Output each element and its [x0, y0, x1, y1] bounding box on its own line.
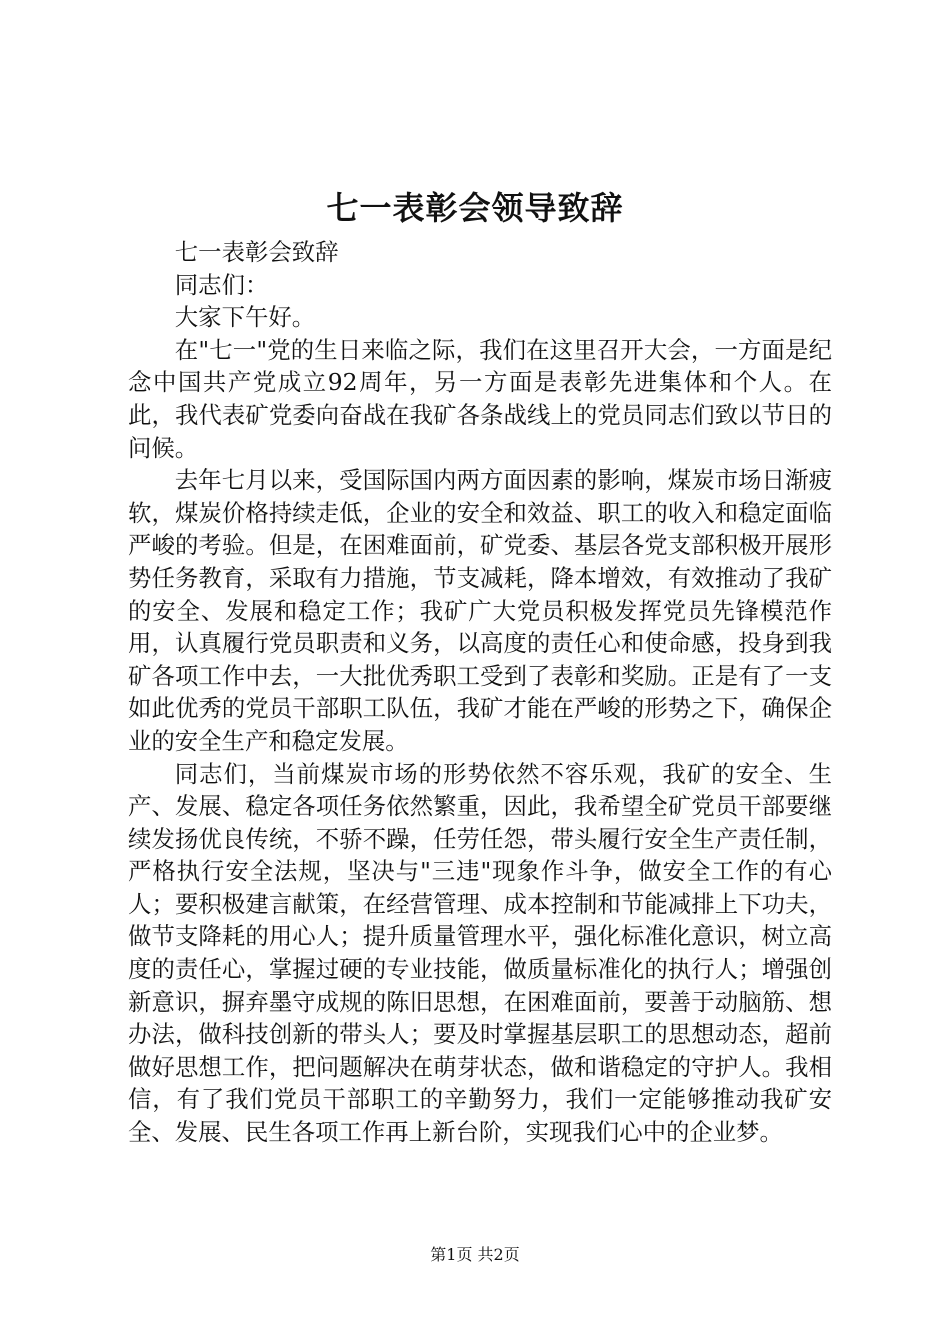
paragraph-outlook: 同志们，当前煤炭市场的形势依然不容乐观，我矿的安全、生产、发展、稳定各项任务依然繁重，因此，我希望全矿党员干部要继续发扬优良传统，不骄不躁，任劳任怨，带头履行安全生产责任制，严格执行安全法规，坚决与"三违"现象作斗争，做安全工作的有心人；要积极建言献策，在经营管理、成本控制和节能减排上下功夫，做节支降耗的用心人；提升质量管理水平，强化标准化意识，树立高度的责任心，掌握过硬的专业技能，做质量标准化的执行人；增强创新意识，摒弃墨守成规的陈旧思想，在困难面前，要善于动脑筋、想办法，做科技创新的带头人；要及时掌握基层职工的思想动态，超前做好思想工作，把问题解决在萌芽状态，做和谐稳定的守护人。我相信，有了我们党员干部职工的辛勤努力，我们一定能够推动我矿安全、发展、民生各项工作再上新台阶，实现我们心中的企业梦。 [128, 759, 832, 1147]
document-title: 七一表彰会领导致辞 [326, 189, 624, 227]
paragraph-greeting: 大家下午好。 [174, 303, 316, 332]
document-body [128, 236, 832, 1149]
paragraph-subtitle: 七一表彰会致辞 [174, 238, 339, 266]
page-number-footer: 第1页 共2页 [430, 1245, 520, 1264]
paragraph-salutation: 同志们： [174, 270, 269, 299]
paragraph-opening: 在"七一"党的生日来临之际，我们在这里召开大会，一方面是纪念中国共产党成立92周年，另一方面是表彰先进集体和个人。在此，我代表矿党委向奋战在我矿各条战线上的党员同志们致以节日的问候。 [128, 335, 832, 462]
paragraph-review: 去年七月以来，受国际国内两方面因素的影响，煤炭市场日渐疲软，煤炭价格持续走低，企业的安全和效益、职工的收入和稳定面临严峻的考验。但是，在困难面前，矿党委、基层各党支部积极开展形势任务教育，采取有力措施，节支减耗，降本增效，有效推动了我矿的安全、发展和稳定工作；我矿广大党员积极发挥党员先锋模范作用，认真履行党员职责和义务，以高度的责任心和使命感，投身到我矿各项工作中去，一大批优秀职工受到了表彰和奖励。正是有了一支如此优秀的党员干部职工队伍，我矿才能在严峻的形势之下，确保企业的安全生产和稳定发展。 [128, 466, 832, 755]
